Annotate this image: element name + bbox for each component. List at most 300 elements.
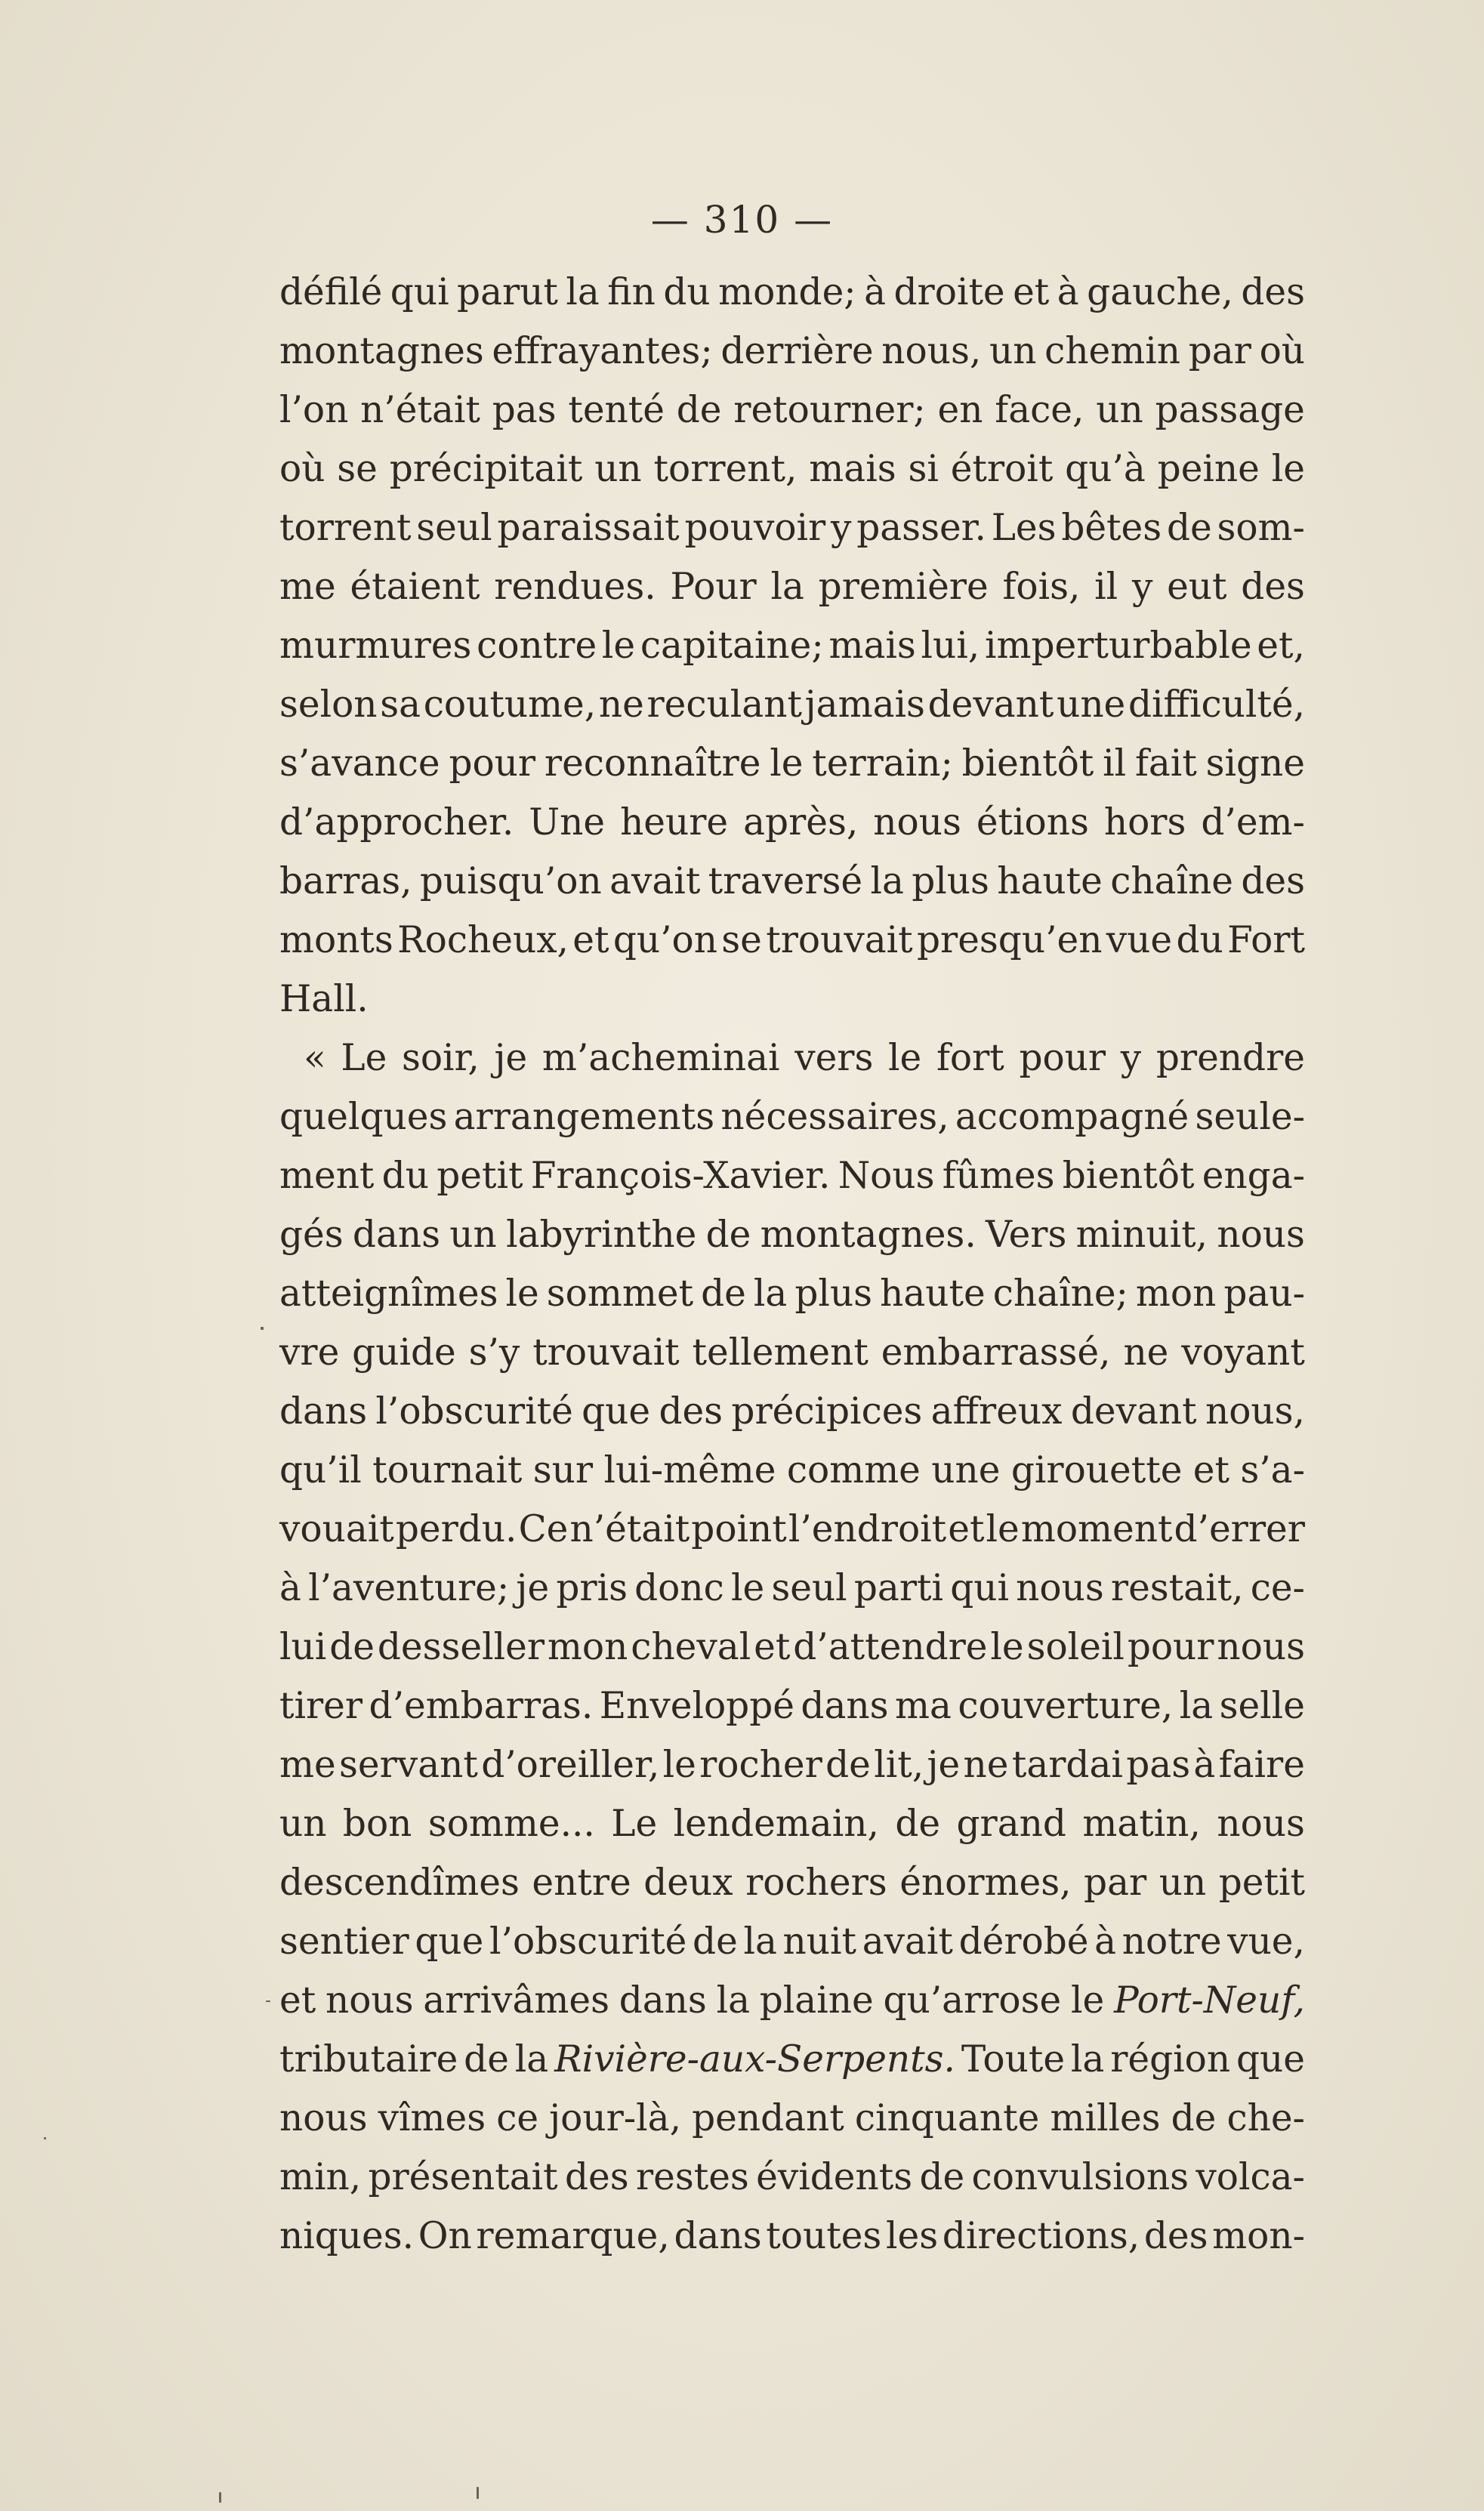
text-line bbox=[279, 1618, 1305, 1677]
italic-word: Rivière-aux-Serpents. bbox=[554, 2038, 955, 2081]
word: y bbox=[1131, 566, 1153, 608]
word: cheval bbox=[631, 1626, 751, 1668]
word: s’y bbox=[468, 1331, 520, 1374]
word: dérobé bbox=[958, 1920, 1089, 1963]
word: à bbox=[279, 1567, 301, 1609]
word: soir, bbox=[401, 1037, 480, 1079]
word: effrayantes; bbox=[492, 330, 713, 372]
word: vouait bbox=[279, 1508, 394, 1550]
word: presqu’en bbox=[916, 919, 1103, 961]
word: vers bbox=[794, 1037, 874, 1079]
word: notre bbox=[1121, 1920, 1222, 1963]
text-line bbox=[279, 1087, 1305, 1146]
word: des bbox=[564, 2156, 629, 2198]
word: le bbox=[601, 625, 636, 667]
text-line bbox=[279, 2148, 1305, 2207]
word: convulsions bbox=[971, 2156, 1189, 2198]
word: précipices bbox=[731, 1390, 923, 1433]
word: nous, bbox=[881, 330, 982, 372]
word: n’était bbox=[360, 389, 480, 431]
word: chaîne bbox=[1110, 860, 1233, 902]
word: montagnes. bbox=[760, 1214, 976, 1256]
word: nous bbox=[1217, 1214, 1305, 1256]
text-line bbox=[279, 1559, 1305, 1618]
text-line bbox=[279, 1735, 1305, 1794]
word: Enveloppé bbox=[599, 1685, 794, 1727]
word: se bbox=[337, 448, 378, 490]
word: la bbox=[870, 860, 904, 902]
word: sentier bbox=[279, 1920, 409, 1963]
paper-speck bbox=[266, 2000, 270, 2002]
word: parut bbox=[457, 271, 558, 313]
word: Le bbox=[611, 1803, 658, 1845]
word: fin bbox=[607, 271, 656, 313]
word: sommet bbox=[546, 1272, 694, 1315]
word: selle bbox=[1219, 1685, 1305, 1727]
word: nuit bbox=[782, 1920, 857, 1963]
word: d’errer bbox=[1174, 1508, 1305, 1550]
word: l’obscurité bbox=[489, 1920, 687, 1963]
text-line bbox=[279, 1323, 1305, 1382]
word: accompagné bbox=[955, 1096, 1189, 1138]
word: che- bbox=[1226, 2097, 1305, 2139]
word: de bbox=[1171, 2097, 1217, 2139]
word: droite bbox=[893, 271, 1005, 313]
word: bientôt bbox=[1062, 1155, 1195, 1197]
paper-speck bbox=[44, 2137, 46, 2139]
word: ce bbox=[496, 2097, 539, 2139]
word: le bbox=[888, 1037, 922, 1079]
word: couverture, bbox=[958, 1685, 1174, 1727]
word: que bbox=[415, 1920, 484, 1963]
word: d’attendre bbox=[793, 1626, 988, 1668]
word: trouvait bbox=[532, 1331, 680, 1374]
word: voyant bbox=[1181, 1331, 1305, 1374]
word: nous bbox=[1217, 1626, 1305, 1668]
word: affreux bbox=[930, 1390, 1063, 1433]
word: tirer bbox=[279, 1685, 363, 1727]
word: petit bbox=[437, 1155, 523, 1197]
text-line bbox=[279, 1029, 1305, 1087]
word: minuit, bbox=[1075, 1214, 1208, 1256]
word: fûmes bbox=[942, 1155, 1055, 1197]
word: et bbox=[1013, 271, 1050, 313]
word: passer. bbox=[856, 507, 986, 549]
word: arrangements bbox=[453, 1096, 715, 1138]
text-line bbox=[279, 852, 1305, 911]
word: la bbox=[770, 566, 804, 608]
word: qu’on bbox=[612, 919, 717, 961]
word: d’em- bbox=[1201, 801, 1305, 844]
word: nous bbox=[1217, 1803, 1305, 1845]
word: som- bbox=[1217, 507, 1305, 549]
text-line bbox=[279, 1146, 1305, 1205]
word: plus bbox=[912, 860, 989, 902]
word: milles bbox=[1050, 2097, 1161, 2139]
word: pas bbox=[1126, 1744, 1191, 1786]
word: il bbox=[1094, 566, 1118, 608]
word: des bbox=[1241, 271, 1305, 313]
text-line bbox=[279, 1500, 1305, 1559]
word: m’acheminai bbox=[541, 1037, 780, 1079]
word: vre bbox=[279, 1331, 340, 1374]
word: quelques bbox=[279, 1096, 448, 1138]
word: y bbox=[1120, 1037, 1142, 1079]
word: l’aventure; bbox=[308, 1567, 510, 1609]
word: où bbox=[1259, 330, 1305, 372]
word: et bbox=[1192, 1449, 1229, 1491]
word: et bbox=[572, 919, 609, 961]
word: une bbox=[931, 1449, 1001, 1491]
word: étroit bbox=[950, 448, 1054, 490]
word: pour bbox=[1127, 1626, 1214, 1668]
word: dans bbox=[619, 1979, 707, 2022]
word: qu’à bbox=[1065, 448, 1146, 490]
word: une bbox=[1057, 683, 1126, 726]
word: en bbox=[937, 389, 983, 431]
word: pour bbox=[449, 742, 536, 785]
text-line bbox=[279, 322, 1305, 381]
word: nous bbox=[1016, 1567, 1104, 1609]
word: tenté bbox=[568, 389, 665, 431]
word: présentait bbox=[368, 2156, 558, 2198]
word: cinquante bbox=[854, 2097, 1040, 2139]
word: puisqu’on bbox=[419, 860, 602, 902]
word: dans bbox=[352, 1214, 441, 1256]
word: des bbox=[1241, 566, 1305, 608]
word: volca- bbox=[1196, 2156, 1305, 2198]
word: avait bbox=[862, 1920, 953, 1963]
word: Pour bbox=[670, 566, 757, 608]
word: que bbox=[582, 1390, 651, 1433]
word: la bbox=[566, 271, 600, 313]
word: je bbox=[494, 1037, 528, 1079]
word: lendemain, bbox=[673, 1803, 879, 1845]
word: chemin bbox=[1044, 330, 1180, 372]
word: donc bbox=[634, 1567, 724, 1609]
word: après, bbox=[743, 801, 859, 844]
word: le bbox=[990, 1626, 1024, 1668]
word: directions, bbox=[942, 2215, 1140, 2257]
word: je bbox=[927, 1744, 961, 1786]
word: hors bbox=[1103, 801, 1186, 844]
word: les bbox=[885, 2215, 939, 2257]
word: girouette bbox=[1010, 1449, 1183, 1491]
word: dans bbox=[279, 1390, 368, 1433]
word: bêtes bbox=[1061, 507, 1162, 549]
word: monde; bbox=[718, 271, 856, 313]
word: et, bbox=[1257, 625, 1305, 667]
word: un bbox=[594, 448, 642, 490]
word: Ce bbox=[518, 1508, 569, 1550]
word: torrent bbox=[279, 507, 412, 549]
word: qu’il bbox=[279, 1449, 362, 1491]
word: guide bbox=[352, 1331, 456, 1374]
word: la bbox=[1070, 2038, 1105, 2081]
word: je bbox=[516, 1567, 550, 1609]
word: bientôt bbox=[961, 742, 1094, 785]
text-line bbox=[279, 1912, 1305, 1971]
word: Le bbox=[341, 1037, 387, 1079]
word: nous, bbox=[1205, 1390, 1305, 1433]
paper-speck bbox=[261, 1327, 264, 1330]
word: entre bbox=[532, 1862, 631, 1904]
word: à bbox=[864, 271, 887, 313]
text-line bbox=[279, 675, 1305, 734]
word: heure bbox=[620, 801, 729, 844]
word: traversé bbox=[708, 860, 863, 902]
word: toutes bbox=[766, 2215, 882, 2257]
word: de bbox=[676, 389, 722, 431]
word: du bbox=[381, 1155, 429, 1197]
word: dans bbox=[801, 1685, 889, 1727]
word: somme... bbox=[427, 1803, 595, 1845]
word: de bbox=[329, 1626, 375, 1668]
word: région bbox=[1110, 2038, 1231, 2081]
word: haute bbox=[880, 1272, 986, 1315]
word: tournait bbox=[372, 1449, 523, 1491]
text-line bbox=[279, 2089, 1305, 2148]
word: de bbox=[701, 1272, 746, 1315]
word: nous bbox=[873, 801, 961, 844]
word: lui-même bbox=[603, 1449, 776, 1491]
word: du bbox=[663, 271, 711, 313]
word: capitaine; bbox=[640, 625, 824, 667]
word: tributaire bbox=[279, 2038, 458, 2081]
word: petit bbox=[1218, 1862, 1305, 1904]
word: tardai bbox=[1011, 1744, 1123, 1786]
text-line bbox=[279, 1853, 1305, 1912]
word: ce- bbox=[1250, 1567, 1305, 1609]
word: desseller bbox=[377, 1626, 545, 1668]
word: comme bbox=[786, 1449, 921, 1491]
word: et bbox=[279, 1979, 316, 2022]
word: rendues. bbox=[494, 566, 656, 608]
text-line bbox=[279, 793, 1305, 852]
word: plaine bbox=[759, 1979, 874, 2022]
word: un bbox=[1159, 1862, 1207, 1904]
word: soleil bbox=[1026, 1626, 1125, 1668]
text-line bbox=[279, 1205, 1305, 1264]
word: qui bbox=[950, 1567, 1009, 1609]
word: contre bbox=[477, 625, 597, 667]
text-line bbox=[279, 557, 1305, 616]
word: lit, bbox=[874, 1744, 924, 1786]
word: Toute bbox=[961, 2038, 1066, 2081]
word: de bbox=[919, 2156, 965, 2198]
word: le bbox=[1271, 448, 1305, 490]
word: qu’arrose bbox=[883, 1979, 1062, 2022]
word: pour bbox=[1019, 1037, 1106, 1079]
word: nous bbox=[325, 1979, 414, 2022]
word: me bbox=[279, 566, 336, 608]
word: d’approcher. bbox=[279, 801, 514, 844]
word: jour-là, bbox=[549, 2097, 682, 2139]
word: ma bbox=[894, 1685, 952, 1727]
word: si bbox=[908, 448, 939, 490]
word: se bbox=[721, 919, 762, 961]
word: faire bbox=[1218, 1744, 1305, 1786]
word: point bbox=[691, 1508, 787, 1550]
word: un bbox=[1096, 389, 1143, 431]
word: par bbox=[1084, 1862, 1147, 1904]
word: retourner; bbox=[733, 389, 926, 431]
text-line bbox=[279, 616, 1305, 675]
word: et bbox=[948, 1508, 985, 1550]
word: restes bbox=[635, 2156, 749, 2198]
word: par bbox=[1188, 330, 1251, 372]
word: moment bbox=[1020, 1508, 1173, 1550]
word: pau- bbox=[1223, 1272, 1305, 1315]
word: avait bbox=[609, 860, 701, 902]
word: pas bbox=[492, 389, 557, 431]
word: Hall. bbox=[279, 978, 369, 1020]
word: dans bbox=[674, 2215, 762, 2257]
word: pendant bbox=[692, 2097, 844, 2139]
word: le bbox=[662, 1744, 696, 1786]
word: seule- bbox=[1195, 1096, 1305, 1138]
text-line bbox=[279, 2207, 1305, 2266]
word: y bbox=[831, 507, 852, 549]
word: seul bbox=[416, 507, 492, 549]
word: On bbox=[418, 2215, 472, 2257]
text-line bbox=[279, 1971, 1305, 2030]
word: de bbox=[464, 2038, 509, 2081]
word: chaîne; bbox=[992, 1272, 1128, 1315]
word: rochers bbox=[745, 1862, 887, 1904]
text-line bbox=[279, 734, 1305, 793]
word: évidents bbox=[756, 2156, 913, 2198]
word: la bbox=[1179, 1685, 1214, 1727]
word: remarque, bbox=[476, 2215, 670, 2257]
word: vîmes bbox=[378, 2097, 486, 2139]
word: tellement bbox=[692, 1331, 868, 1374]
word: rocher bbox=[699, 1744, 822, 1786]
word: de bbox=[825, 1744, 871, 1786]
text-line bbox=[279, 263, 1305, 322]
word: servant bbox=[339, 1744, 478, 1786]
text-line bbox=[279, 1794, 1305, 1853]
word: reculant bbox=[646, 683, 802, 726]
word: coutume, bbox=[423, 683, 597, 726]
word: mon bbox=[1135, 1272, 1217, 1315]
word: imperturbable bbox=[984, 625, 1252, 667]
word: un bbox=[279, 1803, 327, 1845]
word: de bbox=[895, 1803, 941, 1845]
word: pris bbox=[556, 1567, 628, 1609]
word: mais bbox=[809, 448, 896, 490]
word: derrière bbox=[720, 330, 874, 372]
word: d’oreiller, bbox=[481, 1744, 660, 1786]
word: bon bbox=[342, 1803, 412, 1845]
word: barras, bbox=[279, 860, 412, 902]
word: ne bbox=[1123, 1331, 1169, 1374]
word: torrent, bbox=[653, 448, 798, 490]
word: le bbox=[505, 1272, 539, 1315]
word: où bbox=[279, 448, 325, 490]
word: sa bbox=[380, 683, 421, 726]
word: lui, bbox=[921, 625, 980, 667]
word: l’endroit bbox=[788, 1508, 947, 1550]
word: et bbox=[754, 1626, 791, 1668]
word: étaient bbox=[350, 566, 480, 608]
word: murmures bbox=[279, 625, 472, 667]
text-line bbox=[279, 911, 1305, 970]
word: Les bbox=[991, 507, 1057, 549]
word: il bbox=[1103, 742, 1127, 785]
word: Vers bbox=[986, 1214, 1067, 1256]
word: énormes, bbox=[899, 1862, 1072, 1904]
word: grand bbox=[956, 1803, 1066, 1845]
word: qui bbox=[390, 271, 449, 313]
word: descendîmes bbox=[279, 1862, 520, 1904]
word: passage bbox=[1155, 389, 1305, 431]
word: précipitait bbox=[389, 448, 583, 490]
word: s’a- bbox=[1240, 1449, 1305, 1491]
word: peine bbox=[1157, 448, 1260, 490]
word: signe bbox=[1205, 742, 1305, 785]
word: vue bbox=[1106, 919, 1173, 961]
italic-word: Port-Neuf, bbox=[1113, 1979, 1305, 2022]
word: devant bbox=[1070, 1390, 1197, 1433]
word: que bbox=[1236, 2038, 1305, 2081]
word: Fort bbox=[1227, 919, 1305, 961]
word: première bbox=[818, 566, 989, 608]
word: haute bbox=[997, 860, 1103, 902]
word: d’embarras. bbox=[369, 1685, 594, 1727]
word: la bbox=[514, 2038, 549, 2081]
word: mon bbox=[547, 1626, 628, 1668]
word: devant bbox=[927, 683, 1054, 726]
word: reconnaître bbox=[544, 742, 761, 785]
text-line bbox=[279, 381, 1305, 440]
word: des bbox=[1143, 2215, 1208, 2257]
word: sur bbox=[532, 1449, 594, 1491]
word: seul bbox=[771, 1567, 847, 1609]
word: selon bbox=[279, 683, 378, 726]
word: un bbox=[449, 1214, 497, 1256]
word: gauche, bbox=[1087, 271, 1233, 313]
word: lui bbox=[279, 1626, 327, 1668]
word: l’obscurité bbox=[375, 1390, 573, 1433]
word: l’on bbox=[279, 389, 349, 431]
text-line bbox=[279, 1441, 1305, 1500]
word: min, bbox=[279, 2156, 362, 2198]
word: la bbox=[716, 1979, 750, 2022]
word: François-Xavier. bbox=[530, 1155, 831, 1197]
word: monts bbox=[279, 919, 393, 961]
word: le bbox=[770, 742, 804, 785]
word: nécessaires, bbox=[720, 1096, 949, 1138]
paper-speck bbox=[477, 2487, 479, 2499]
word: matin, bbox=[1082, 1803, 1201, 1845]
word: à bbox=[1094, 1920, 1117, 1963]
word: terrain; bbox=[812, 742, 953, 785]
word: du bbox=[1176, 919, 1223, 961]
word: Une bbox=[529, 801, 606, 844]
word: des bbox=[1241, 860, 1305, 902]
word: à bbox=[1193, 1744, 1216, 1786]
text-line bbox=[279, 2030, 1305, 2089]
word: parti bbox=[853, 1567, 944, 1609]
word: gés bbox=[279, 1214, 344, 1256]
word: Rocheux, bbox=[397, 919, 569, 961]
word: trouvait bbox=[766, 919, 913, 961]
text-line bbox=[279, 1264, 1305, 1323]
word: s’avance bbox=[279, 742, 440, 785]
paper-speck bbox=[219, 2492, 221, 2503]
word: restait, bbox=[1110, 1567, 1244, 1609]
